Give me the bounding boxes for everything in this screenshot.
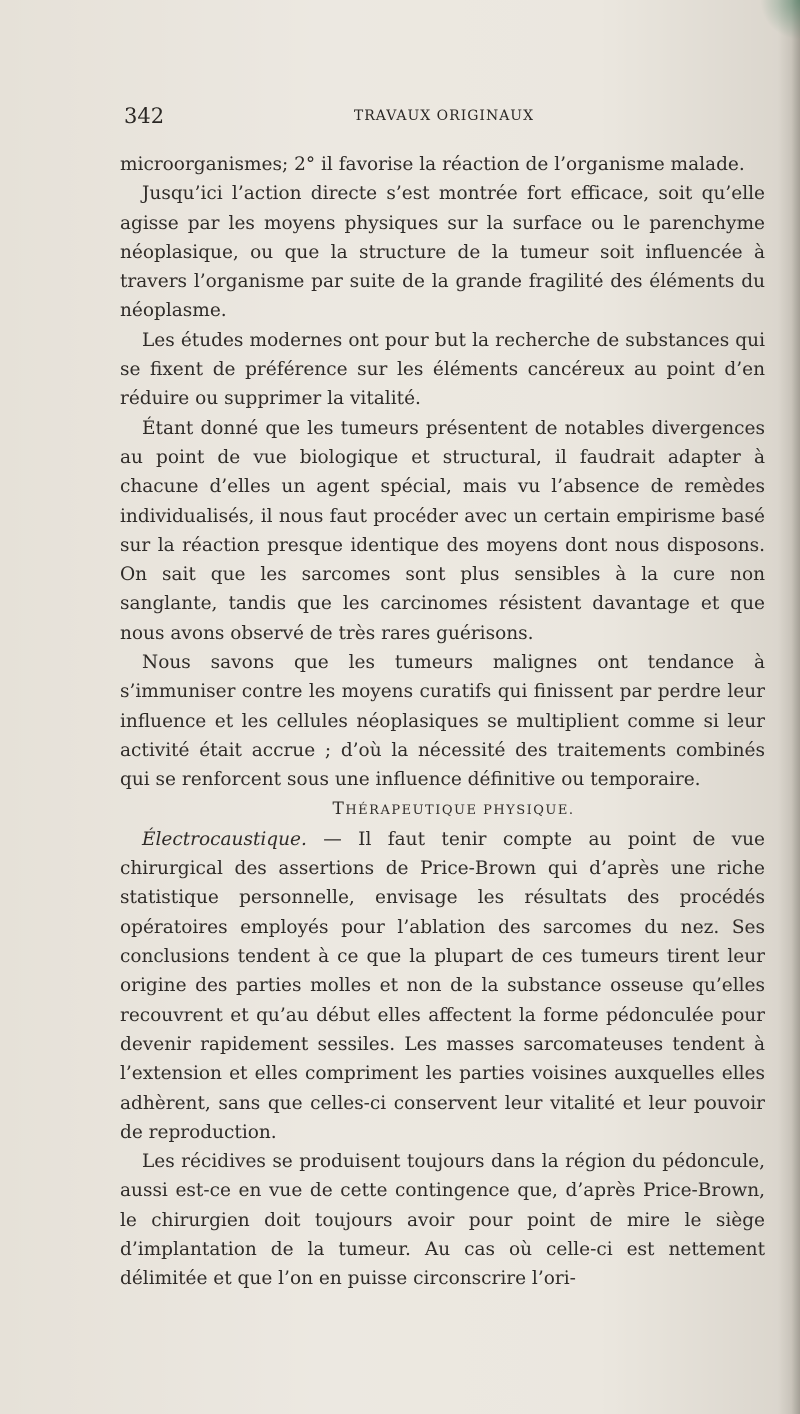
paragraph-2: Jusqu’ici l’action directe s’est montrée fort efficace, soit qu’elle agisse par les moyens physiques sur la surface ou le parenchyme néoplasique, ou que la structure de la tumeur soit influencée à travers l’organisme par suite de la grande fragilité des éléments du néoplasme.	[120, 183, 765, 322]
paragraph-1: microorganismes; 2° il favorise la réaction de l’organisme malade.	[120, 154, 745, 175]
body-text	[120, 150, 765, 1294]
page-header	[124, 104, 764, 132]
section-paragraph-1	[120, 825, 765, 1147]
paragraph-4: Étant donné que les tumeurs présentent de notables divergences au point de vue biologique et structural, il faudrait adapter à chacune d’elles un agent spécial, mais vu l’absence de remèdes individualisés, il nous faut procéder avec un certain empirisme basé sur la réaction presque identique des moyens dont nous disposons. On sait que les sarcomes sont plus sensibles à la cure non sanglante, tandis que les carcinomes résistent davantage et que nous avons observé de très rares guérisons.	[120, 417, 765, 644]
scan-edge-shadow	[778, 0, 800, 1414]
section-title-rest: HÉRAPEUTIQUE PHYSIQUE.	[345, 802, 575, 818]
section-paragraph-1-text: — Il faut tenir compte au point de vue chirurgical des assertions de Price-Brown qui d’après une riche statistique personnelle, envisage les résultats des procédés opératoires employés pour l’ablation des sarcomes du nez. Ses conclusions tendent à ce que la plupart de ces tumeurs tirent leur origine des parties molles et non de la substance osseuse qu’elles recouvrent et qu’au début elles affectent la forme pédonculée pour devenir rapidement sessiles. Les masses sarcomateuses tendent à l’extension et elles compriment les parties voisines auxquelles elles adhèrent, sans que celles-ci conservent leur vitalité et leur pouvoir de reproduction.	[120, 828, 765, 1143]
paragraph-5: Nous savons que les tumeurs malignes ont tendance à s’immuniser contre les moyens curatifs qui finissent par perdre leur influence et les cellules néoplasiques se multiplient comme si leur activité était accrue ; d’où la nécessité des traitements combinés qui se renforcent sous une influence définitive ou temporaire.	[120, 652, 765, 791]
section-lead-in: Électrocaustique.	[142, 828, 307, 850]
section-title-initial: T	[332, 798, 346, 819]
page-number: 342	[124, 104, 165, 128]
paragraph-3: Les études modernes ont pour but la recherche de substances qui se fixent de préférence sur les éléments cancéreux au point d’en réduire ou supprimer la vitalité.	[120, 329, 765, 410]
section-title	[120, 795, 765, 825]
scan-corner-stain	[760, 0, 800, 40]
section-paragraph-2: Les récidives se produisent toujours dans la région du pédoncule, aussi est-ce en vue de cette contingence que, d’après Price-Brown, le chirurgien doit toujours avoir pour point de mire le siège d’implantation de la tumeur. Au cas où celle-ci est nettement délimitée et que l’on en puisse circonscrire l’ori-	[120, 1151, 765, 1290]
running-head: TRAVAUX ORIGINAUX	[353, 108, 535, 124]
